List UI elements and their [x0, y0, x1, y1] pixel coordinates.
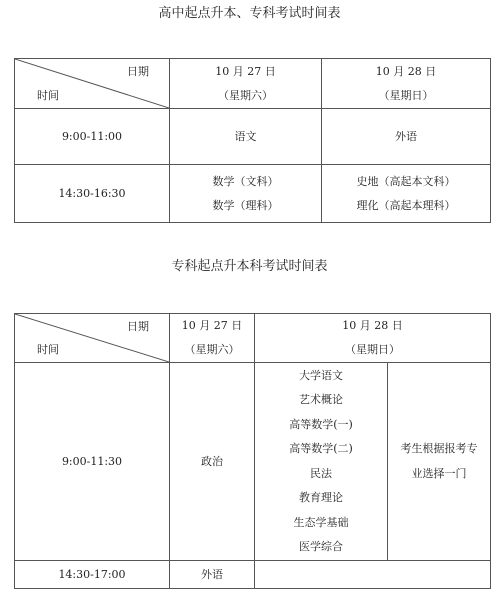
- corner-time-label: 时间: [37, 343, 59, 356]
- date-label: 10 月 27 日: [215, 64, 276, 78]
- subject: 教育理论: [299, 491, 343, 504]
- subject: 生态学基础: [293, 515, 349, 529]
- subject: 外语: [395, 129, 417, 143]
- exam-schedule-table-college: [14, 313, 491, 589]
- selection-note-cell: [388, 363, 491, 561]
- subject-cell: [322, 109, 491, 165]
- weekday-label: （星期日）: [345, 343, 400, 356]
- table2-row-morning: [15, 363, 491, 561]
- subject-list-cell: [255, 363, 388, 561]
- corner-date-label: 日期: [127, 65, 149, 78]
- note-line: 业选择一门: [411, 466, 467, 480]
- weekday-label: （星期六）: [184, 343, 240, 356]
- table1-corner-cell: [15, 59, 170, 109]
- subject: 艺术概论: [299, 393, 343, 406]
- table1-row-morning: [15, 109, 491, 165]
- table1-col-day2: [322, 59, 491, 109]
- subject-cell: [170, 165, 322, 223]
- subject-cell: 政治: [170, 363, 255, 561]
- table2-corner-cell: [15, 314, 170, 363]
- subject: 高等数学(一): [289, 417, 353, 431]
- subject-cell: [170, 109, 322, 165]
- subject: 语文: [234, 129, 257, 143]
- table2-header-row: [15, 314, 491, 363]
- empty-cell: [255, 561, 491, 589]
- weekday-label: （星期六）: [218, 88, 273, 102]
- date-label: 10 月 28 日: [342, 319, 403, 332]
- subject: 民法: [310, 466, 332, 480]
- subject-cell: [322, 165, 491, 223]
- table1-row-afternoon: [15, 165, 491, 223]
- table2-col-day2: [255, 314, 491, 363]
- corner-time-label: 时间: [37, 89, 59, 102]
- subject: 医学综合: [299, 540, 343, 553]
- table1-col-day1: [170, 59, 322, 109]
- time-cell: 9:00-11:00: [15, 109, 170, 165]
- weekday-label: （星期日）: [378, 88, 434, 102]
- table1-header-row: [15, 59, 491, 109]
- time-cell: 9:00-11:30: [15, 363, 170, 561]
- subject: 理化（高起本理科）: [356, 198, 456, 212]
- date-label: 10 月 27 日: [181, 319, 243, 332]
- subject: 高等数学(二): [289, 442, 353, 455]
- subject: 数学（理科）: [212, 198, 279, 212]
- note-line: 考生根据报考专: [400, 442, 478, 455]
- time-cell: 14:30-16:30: [15, 165, 170, 223]
- table1-title: 高中起点升本、专科考试时间表: [158, 6, 341, 21]
- table2-row-afternoon: [15, 561, 491, 589]
- table2-col-day1: [170, 314, 255, 363]
- exam-schedule-table-highschool: [14, 58, 491, 223]
- subject: 史地（高起本文科）: [356, 174, 456, 188]
- time-cell: 14:30-17:00: [15, 561, 170, 589]
- date-label: 10 月 28 日: [375, 64, 437, 78]
- subject-cell: 外语: [170, 561, 255, 589]
- subject: 大学语文: [299, 368, 343, 382]
- subject: 数学（文科）: [212, 174, 279, 188]
- table2-title: 专科起点升本科考试时间表: [171, 259, 328, 274]
- corner-date-label: 日期: [127, 320, 149, 333]
